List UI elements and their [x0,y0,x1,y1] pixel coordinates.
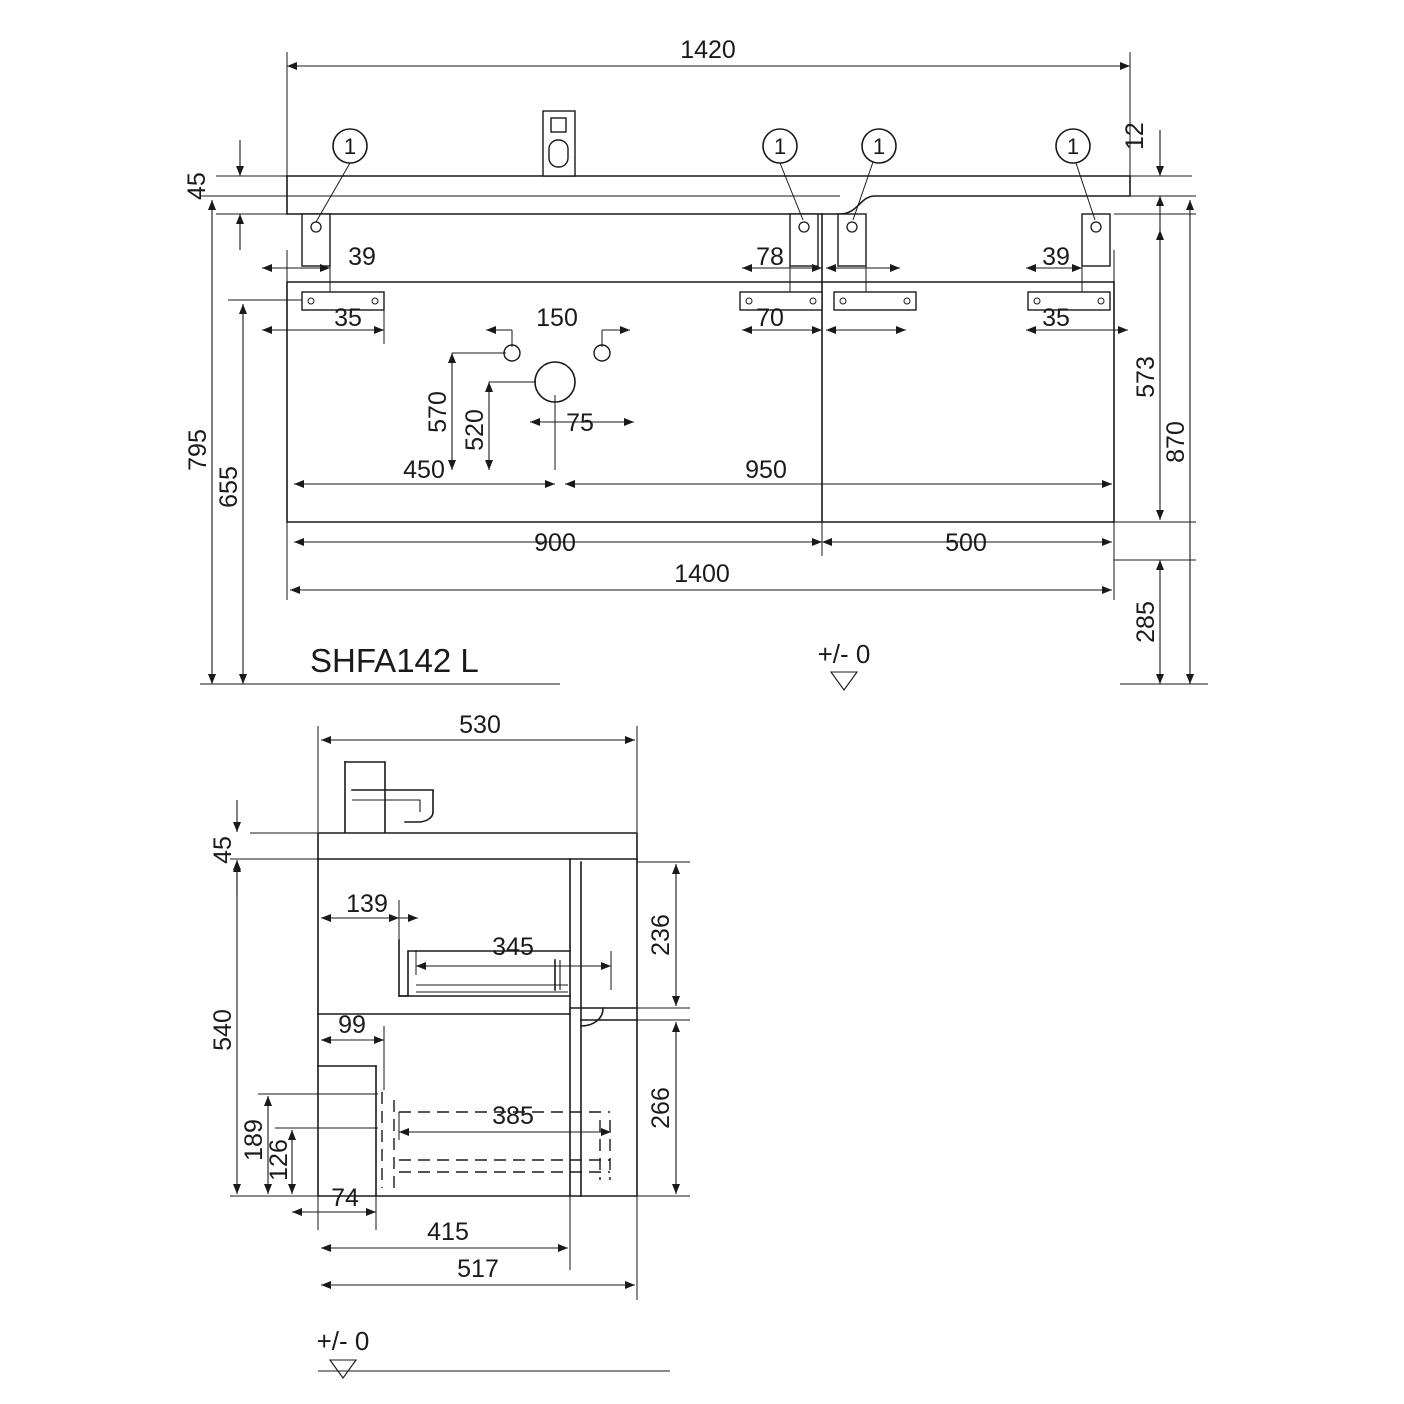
dim-bracket-right-offset: 39 [1042,243,1070,271]
dim-right-cabinet-width: 500 [945,529,987,557]
dim-carcass-depth: 517 [457,1255,499,1283]
dim-apron-height-side: 45 [209,836,237,864]
dim-cabinet-height-side: 540 [209,1009,237,1051]
dim-rail-right-offset: 35 [1042,304,1070,332]
dim-cabinet-total-width: 1400 [674,560,730,588]
balloon-2-label: 1 [773,134,787,159]
basin-and-tap-holes [504,345,610,402]
dim-top-thickness: 12 [1121,122,1149,150]
wall-bracket-group [302,214,1110,266]
dim-right-module-centre: 950 [745,456,787,484]
dim-upper-drawer-inner: 345 [492,933,534,961]
dim-lower-drawer-offset: 99 [338,1011,366,1039]
dim-left-cabinet-width: 900 [534,529,576,557]
dim-plinth-height: 189 [240,1119,268,1161]
dim-body-height: 573 [1132,356,1160,398]
balloon-3-label: 1 [872,134,886,159]
dim-lower-drawer-height: 266 [647,1087,675,1129]
balloon-1-label: 1 [343,134,357,159]
dim-top-depth: 530 [459,711,501,739]
dim-body-depth: 415 [427,1218,469,1246]
dim-upper-drawer-height: 236 [647,914,675,956]
balloon-4-label: 1 [1066,134,1080,159]
dim-floor-clearance: 285 [1132,601,1160,643]
dim-rail-left-offset: 35 [334,304,362,332]
dim-tap-hole-spacing: 150 [536,304,578,332]
dim-left-module-centre: 450 [403,456,445,484]
datum-label-bottom: +/- 0 [316,1326,370,1356]
dim-plinth-height-inner: 126 [265,1139,293,1181]
dim-rail-mid-offset: 70 [756,304,784,332]
dim-bracket-left-offset: 39 [348,243,376,271]
drawing-title: SHFA142 L [310,642,479,679]
dim-total-height: 870 [1162,421,1190,463]
dim-overall-height-outer: 795 [184,429,212,471]
dim-overall-width: 1420 [680,36,736,64]
dim-waste-height: 520 [461,409,489,451]
dim-cabinet-height: 655 [215,466,243,508]
dim-lower-drawer-inner: 385 [492,1102,534,1130]
dim-plinth-setback: 74 [331,1184,359,1212]
dim-bracket-mid-left-offset: 78 [756,243,784,271]
dim-basin-centre-height: 570 [424,391,452,433]
wall-rail-group [302,292,1110,310]
side-view-geometry [318,762,637,1196]
dim-waste-offset: 75 [566,409,594,437]
dim-apron-height: 45 [183,172,211,200]
dim-upper-drawer-offset: 139 [346,890,388,918]
datum-label-top: +/- 0 [817,639,871,669]
